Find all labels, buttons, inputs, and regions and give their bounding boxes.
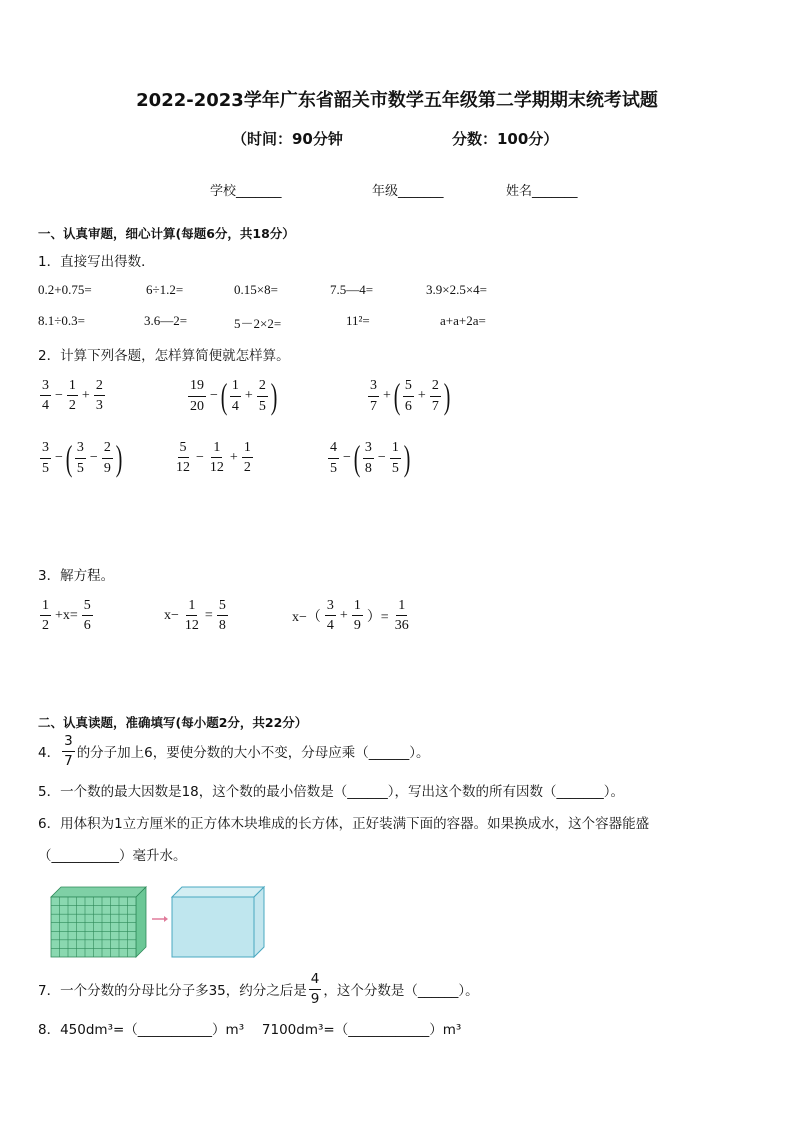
calc-item: 5－2×2= — [234, 316, 282, 331]
calc-item: 3.6—2= — [144, 313, 188, 328]
calc-item: 0.15×8= — [234, 282, 278, 297]
section2-heading: 二、认真读题，准确填写(每小题2分，共22分） — [38, 715, 308, 730]
q8: 8．450dm³=（___________）m³ 7100dm³=（____________）m³ — [38, 1022, 462, 1038]
expression-4: $\frac{3}{5}$ − ( $\frac{3}{5}$ − $\frac{2}{9}$ ) — [42, 438, 123, 478]
equation-2: x− $\frac{1}{12}$ = $\frac{5}{8}$ — [164, 598, 226, 634]
school-field: 学校_______ — [210, 184, 282, 199]
q3-label: 3．解方程。 — [38, 568, 115, 584]
q4: 4． $\frac{3}{7}$ 的分子加上6，要使分数的大小不变，分母应乘（______）。 — [38, 733, 430, 769]
cube-stack-figure — [46, 882, 268, 958]
calc-item: 8.1÷0.3= — [38, 313, 85, 328]
expression-3: $\frac{3}{7}$ + ( $\frac{5}{6}$ + $\frac{2}{7}$ ) — [370, 376, 451, 416]
exam-score: 分数：100分） — [452, 130, 559, 148]
exam-time: （时间：90分钟 — [232, 130, 343, 148]
expression-2: $\frac{19}{20}$ − ( $\frac{1}{4}$ + $\frac{2}{5}$ ) — [190, 376, 278, 416]
q6-line2: （__________）毫升水。 — [38, 848, 187, 864]
q2-label: 2．计算下列各题，怎样算简便就怎样算。 — [38, 348, 290, 364]
expression-1: $\frac{3}{4}$ − $\frac{1}{2}$ + $\frac{2}{3}$ — [42, 378, 103, 414]
section1-heading: 一、认真审题，细心计算(每题6分，共18分） — [38, 226, 295, 241]
cube-stack — [51, 887, 146, 957]
q6-line1: 6．用体积为1立方厘米的正方体木块堆成的长方体，正好装满下面的容器。如果换成水，这个容器能盛 — [38, 816, 650, 832]
q1-label: 1．直接写出得数． — [38, 254, 155, 270]
calc-item: 0.2+0.75= — [38, 282, 92, 297]
page-title: 2022-2023学年广东省韶关市数学五年级第二学期期末统考试题 — [136, 90, 658, 111]
q5: 5．一个数的最大因数是18，这个数的最小倍数是（______），写出这个数的所有因数（_______）。 — [38, 784, 625, 800]
calc-item: 3.9×2.5×4= — [426, 282, 487, 297]
calc-item: 11²= — [346, 313, 370, 328]
calc-item: a+a+2a= — [440, 313, 486, 328]
expression-5: $\frac{5}{12}$ − $\frac{1}{12}$ + $\frac{1}{2}$ — [176, 440, 251, 476]
q7: 7．一个分数的分母比分子多35，约分之后是 $\frac{4}{9}$ ，这个分数是（______）。 — [38, 971, 479, 1007]
calc-item: 7.5—4= — [330, 282, 374, 297]
name-field: 姓名_______ — [506, 184, 578, 199]
equation-1: $\frac{1}{2}$ +x= $\frac{5}{6}$ — [42, 598, 91, 634]
calc-item: 6÷1.2= — [146, 282, 184, 297]
grade-field: 年级_______ — [372, 184, 444, 199]
equation-3: x−（ $\frac{3}{4}$ + $\frac{1}{9}$ ）= $\frac{1}{36}$ — [292, 598, 409, 634]
container-box — [172, 887, 264, 957]
expression-6: $\frac{4}{5}$ − ( $\frac{3}{8}$ − $\frac{1}{5}$ ) — [330, 438, 411, 478]
